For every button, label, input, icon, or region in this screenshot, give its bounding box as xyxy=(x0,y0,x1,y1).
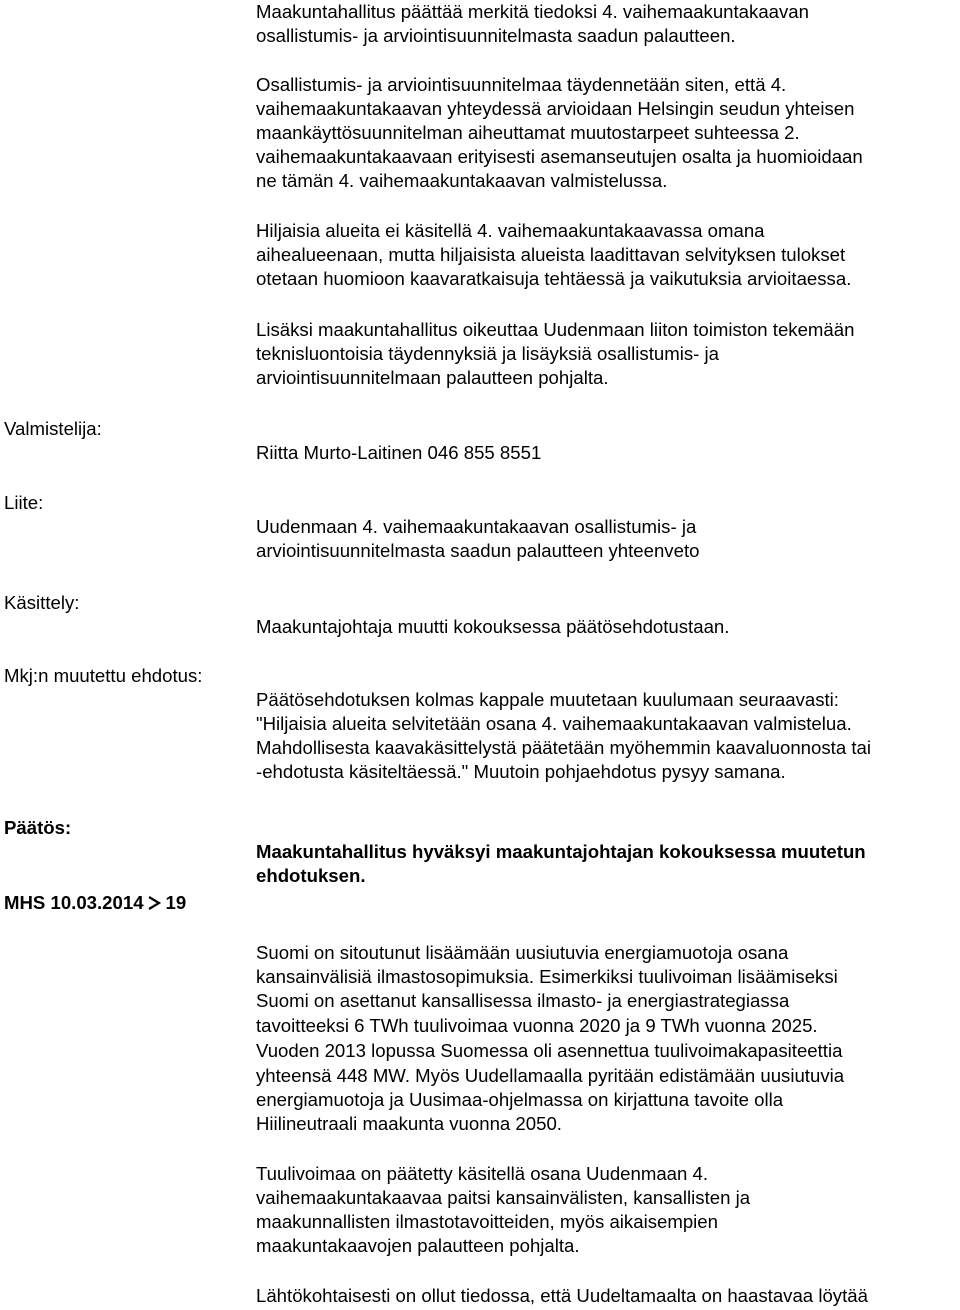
text-line: Lähtökohtaisesti on ollut tiedossa, että Uudeltamaalta on haastavaa löytää xyxy=(256,1285,868,1306)
text-line: ne tämän 4. vaihemaakuntakaavan valmistelussa. xyxy=(256,170,668,191)
text-line: vaihemaakuntakaavaa paitsi kansainvälisten, kansallisten ja xyxy=(256,1187,751,1208)
text-line: Hiljaisia alueita ei käsitellä 4. vaihemaakuntakaavassa omana xyxy=(256,220,765,241)
text-line: arviointisuunnitelmaan palautteen pohjalta. xyxy=(256,367,609,388)
kasittely-value: Maakuntajohtaja muutti kokouksessa päätösehdotustaan. xyxy=(256,616,730,637)
text-line: Hiilineutraali maakunta vuonna 2050. xyxy=(256,1113,562,1134)
paatos-value: ehdotuksen. xyxy=(256,865,366,886)
mkj-value: Päätösehdotuksen kolmas kappale muutetaan kuulumaan seuraavasti: xyxy=(256,689,839,710)
text-line: Vuoden 2013 lopussa Suomessa oli asennettua tuulivoimakapasiteettia xyxy=(256,1040,843,1061)
text-line: osallistumis- ja arviointisuunnitelmasta saadun palautteen. xyxy=(256,25,736,46)
text-line: Lisäksi maakuntahallitus oikeuttaa Uudenmaan liiton toimiston tekemään xyxy=(256,319,855,340)
valmistelija-value: Riitta Murto-Laitinen 046 855 8551 xyxy=(256,442,542,463)
mkj-value: "Hiljaisia alueita selvitetään osana 4. vaihemaakuntakaavan valmistelua. xyxy=(256,713,852,734)
liite-label: Liite: xyxy=(4,492,44,513)
text-line: tavoitteeksi 6 TWh tuulivoimaa vuonna 2020 ja 9 TWh vuonna 2025. xyxy=(256,1015,818,1036)
liite-value: arviointisuunnitelmasta saadun palautteen yhteenveto xyxy=(256,540,700,561)
mhs-number: 19 xyxy=(165,892,187,913)
text-line: otetaan huomioon kaavaratkaisuja tehtäessä ja vaikutuksia arvioitaessa. xyxy=(256,268,852,289)
valmistelija-label: Valmistelija: xyxy=(4,418,102,439)
text-line: Suomi on sitoutunut lisäämään uusiutuvia energiamuotoja osana xyxy=(256,942,789,963)
mhs-date: MHS 10.03.2014 xyxy=(4,892,144,913)
text-line: vaihemaakuntakaavan yhteydessä arvioidaan Helsingin seudun yhteisen xyxy=(256,98,855,119)
text-line: vaihemaakuntakaavaan erityisesti asemanseutujen osalta ja huomioidaan xyxy=(256,146,863,167)
text-line: teknisluontoisia täydennyksiä ja lisäyksiä osallistumis- ja xyxy=(256,343,719,364)
text-line: energiamuotoja ja Uusimaa-ohjelmassa on kirjattuna tavoite olla xyxy=(256,1089,784,1110)
mhs-reference xyxy=(4,891,186,915)
arrow-right-icon xyxy=(148,894,162,912)
text-line: yhteensä 448 MW. Myös Uudellamaalla pyritään edistämään uusiutuvia xyxy=(256,1065,845,1086)
text-line: kansainvälisiä ilmastosopimuksia. Esimerkiksi tuulivoiman lisäämiseksi xyxy=(256,966,838,987)
text-line: maankäyttösuunnitelman aiheuttamat muutostarpeet suhteessa 2. xyxy=(256,122,800,143)
text-line: aihealueenaan, mutta hiljaisista alueista laadittavan selvityksen tulokset xyxy=(256,244,846,265)
kasittely-label: Käsittely: xyxy=(4,592,80,613)
mkj-value: -ehdotusta käsiteltäessä." Muutoin pohjaehdotus pysyy samana. xyxy=(256,761,786,782)
text-line: Maakuntahallitus päättää merkitä tiedoksi 4. vaihemaakuntakaavan xyxy=(256,1,809,22)
text-line: Tuulivoimaa on päätetty käsitellä osana Uudenmaan 4. xyxy=(256,1163,709,1184)
mkj-value: Mahdollisesta kaavakäsittelystä päätetään myöhemmin kaavaluonnosta tai xyxy=(256,737,871,758)
text-line: Suomi on asettanut kansallisessa ilmasto- ja energiastrategiassa xyxy=(256,990,790,1011)
text-line: maakunnallisten ilmastotavoitteiden, myös aikaisempien xyxy=(256,1211,718,1232)
mkj-label: Mkj:n muutettu ehdotus: xyxy=(4,665,203,686)
paatos-label: Päätös: xyxy=(4,817,72,838)
text-line: maakuntakaavojen palautteen pohjalta. xyxy=(256,1235,580,1256)
liite-value: Uudenmaan 4. vaihemaakuntakaavan osallistumis- ja xyxy=(256,516,697,537)
paatos-value: Maakuntahallitus hyväksyi maakuntajohtajan kokouksessa muutetun xyxy=(256,841,866,862)
text-line: Osallistumis- ja arviointisuunnitelmaa täydennetään siten, että 4. xyxy=(256,74,787,95)
